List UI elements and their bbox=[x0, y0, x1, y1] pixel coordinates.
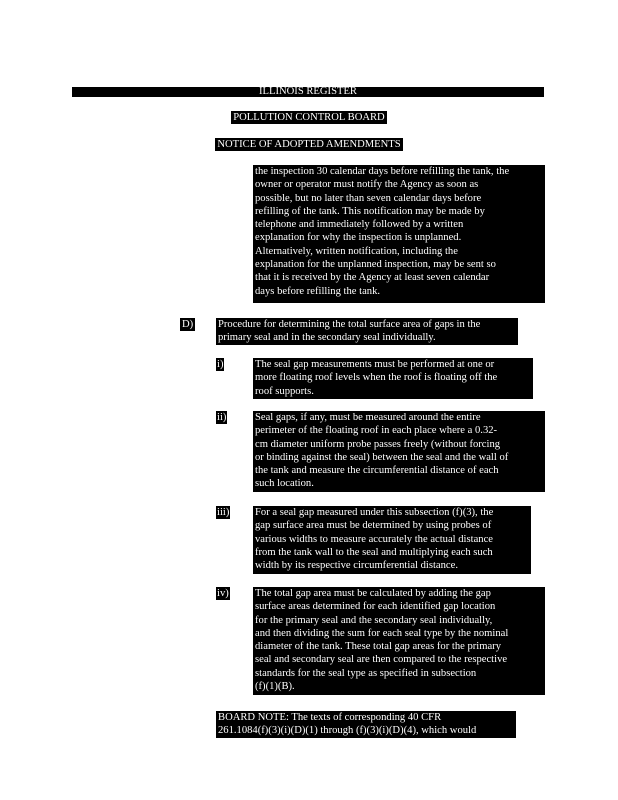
register-header-bar bbox=[72, 87, 544, 97]
text-line: Seal gaps, if any, must be measured around the entire bbox=[255, 412, 481, 423]
text-line: 261.1084(f)(3)(i)(D)(1) through (f)(3)(i)(D)(4), which would bbox=[218, 725, 477, 737]
text-line: Procedure for determining the total surface area of gaps in the bbox=[218, 319, 481, 330]
board-note-paragraph bbox=[216, 711, 516, 738]
text-line: (f)(1)(B). bbox=[255, 681, 295, 693]
item-iv-paragraph bbox=[253, 587, 545, 695]
item-i-paragraph bbox=[253, 358, 533, 399]
text-line: seal and secondary seal are then compared to the respective bbox=[255, 654, 508, 666]
item-i-marker: i) bbox=[217, 359, 224, 370]
register-title: ILLINOIS REGISTER bbox=[259, 86, 357, 97]
text-line: BOARD NOTE: The texts of corresponding 40 CFR bbox=[218, 712, 442, 723]
text-line: refilling of the tank. This notification may be made by bbox=[255, 205, 485, 217]
text-line: such location. bbox=[255, 478, 314, 490]
notice-heading bbox=[0, 138, 618, 151]
text-line: For a seal gap measured under this subsection (f)(3), the bbox=[255, 507, 494, 518]
text-line: Alternatively, written notification, including the bbox=[255, 245, 458, 257]
text-line: cm diameter uniform probe passes freely (without forcing bbox=[255, 438, 501, 450]
text-line: possible, but no later than seven calendar days before bbox=[255, 192, 482, 204]
text-line: explanation for the unplanned inspection, may be sent so bbox=[255, 259, 496, 271]
text-line: various widths to measure accurately the actual distance bbox=[255, 533, 493, 545]
text-line: days before refilling the tank. bbox=[255, 285, 381, 297]
text-line: the tank and measure the circumferential distance of each bbox=[255, 465, 499, 477]
text-line: more floating roof levels when the roof is floating off the bbox=[255, 372, 498, 384]
item-iv-marker: iv) bbox=[217, 588, 229, 599]
continuation-paragraph bbox=[253, 165, 545, 303]
text-line: The seal gap measurements must be performed at one or bbox=[255, 359, 495, 370]
text-line: from the tank wall to the seal and multiplying each such bbox=[255, 546, 493, 558]
text-line: diameter of the tank. These total gap areas for the primary bbox=[255, 641, 502, 653]
item-ii-paragraph bbox=[253, 411, 545, 492]
text-line: primary seal and in the secondary seal individually. bbox=[218, 332, 436, 344]
board-title: POLLUTION CONTROL BOARD bbox=[233, 112, 385, 123]
text-line: explanation for why the inspection is unplanned. bbox=[255, 232, 462, 244]
text-line: perimeter of the floating roof in each place where a 0.32- bbox=[255, 425, 498, 437]
text-line: telephone and immediately followed by a written bbox=[255, 219, 464, 231]
text-line: for the primary seal and the secondary seal individually, bbox=[255, 614, 493, 626]
section-d-paragraph bbox=[216, 318, 518, 345]
text-line: the inspection 30 calendar days before refilling the tank, the bbox=[255, 166, 510, 177]
text-line: roof supports. bbox=[255, 385, 314, 397]
section-d-marker: D) bbox=[182, 319, 194, 330]
text-line: surface areas determined for each identified gap location bbox=[255, 601, 496, 613]
text-line: and then dividing the sum for each seal type by the nominal bbox=[255, 627, 509, 639]
board-heading bbox=[0, 111, 618, 124]
text-line: standards for the seal type as specified in subsection bbox=[255, 667, 477, 679]
text-line: that it is received by the Agency at least seven calendar bbox=[255, 272, 490, 284]
item-ii-marker: ii) bbox=[217, 412, 227, 423]
text-line: width by its respective circumferential distance. bbox=[255, 560, 458, 572]
text-line: gap surface area must be determined by using probes of bbox=[255, 520, 492, 532]
item-iii-marker: iii) bbox=[217, 507, 230, 518]
text-line: or binding against the seal) between the seal and the wall of bbox=[255, 451, 509, 463]
text-line: owner or operator must notify the Agency as soon as bbox=[255, 179, 479, 191]
text-line: The total gap area must be calculated by adding the gap bbox=[255, 588, 491, 599]
notice-title: NOTICE OF ADOPTED AMENDMENTS bbox=[217, 139, 401, 150]
item-iii-paragraph bbox=[253, 506, 531, 574]
